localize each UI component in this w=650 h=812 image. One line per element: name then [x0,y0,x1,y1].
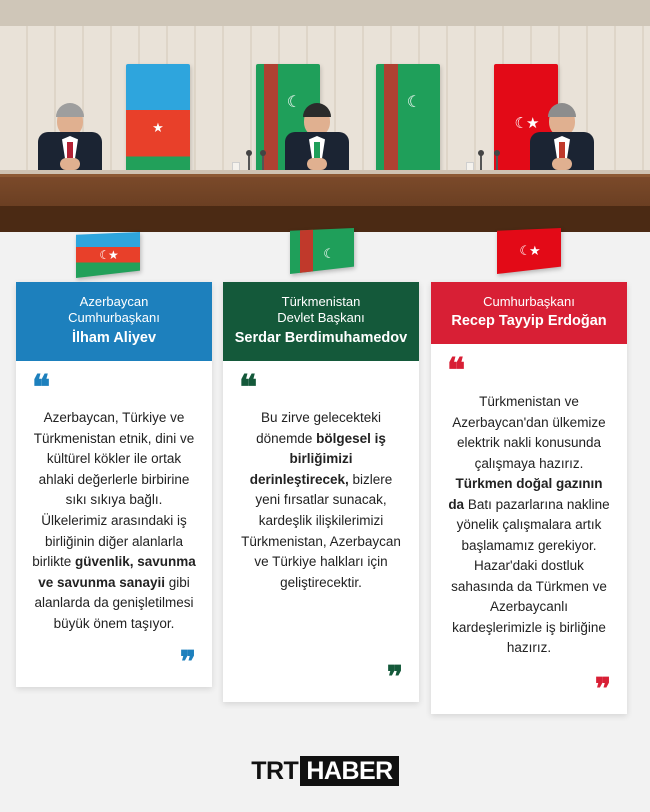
hair [56,103,84,117]
quote-close-icon: ❞ [386,661,403,694]
role-line-1: Cumhurbaşkanı [483,294,575,309]
quote-card-aliyev [16,282,212,687]
quote-open-icon: ❝ [239,368,258,407]
quote-open-icon: ❝ [447,352,466,391]
person-name: İlham Aliyev [71,329,157,346]
turkey-flag-badge-icon [497,228,561,274]
quote-close-icon: ❞ [179,646,196,679]
role-line-1: Türkmenistan [281,294,361,309]
quote-text: Türkmenistan ve Azerbaycan'dan ülkemize elektrik nakli konusunda çalışmaya hazırız. Türkmen doğal gazının da Batı pazarlarına nakline yönelik çalışmalara artık başlamamız gerekiyor. Hazar'daki dostluk sahasında da Türkmen ve Azerbaycanlı kardeşlerimizle iş birliğine hazırız. [448,394,610,656]
quote-text: Azerbaycan, Türkiye ve Türkmenistan etnik, dini ve kültürel kökler ile ortak ahlaki değerlerle birbirine sıkı sıkıya bağlı. Ülkelerimiz arasındaki iş birliğinin diğer alanlarla birlikte güvenlik, savunma ve savunma sanayii gibi alanlarda da genişletilmesi büyük önem taşıyor. [32,410,196,631]
quote-card-erdogan [431,282,627,714]
azerbaijan-flag-badge-icon [76,232,140,278]
quote-open-icon: ❝ [32,368,51,407]
card-header-aliyev [16,282,212,361]
logo-haber: HABER [300,756,398,786]
person-name: Recep Tayyip Erdoğan [451,313,607,330]
hair [548,103,576,117]
person-name: Serdar Berdimuhamedov [234,329,408,346]
hair [303,103,331,117]
card-header-erdogan [431,282,627,344]
footer [0,757,650,786]
role-line-1: Azerbaycan [79,294,149,309]
role-line-2: Devlet Başkanı [277,310,365,326]
quote-text: Bu zirve gelecekteki dönemde bölgesel iş birliğimizi derinleştirecek, bizlere yeni fırsatlar sunacak, kardeşlik ilişkilerimizi Türkmenistan, Azerbaycan ve Türkiye halkları için geliştirecektir. [241,410,401,590]
logo-trt: TRT [251,757,299,785]
conference-table [0,174,650,232]
hands [552,158,572,170]
turkmenistan-flag-badge-icon [290,228,354,274]
quote-close-icon: ❞ [594,673,611,706]
quote-card-berdimuhamedov [223,282,419,702]
hands [307,158,327,170]
card-header-berdimuhamedov [223,282,419,361]
hands [60,158,80,170]
quote-cards [0,282,650,722]
wall-top-trim [0,0,650,26]
flag-badge-row [0,228,650,284]
role-line-2: Cumhurbaşkanı [68,310,160,326]
trt-haber-logo [251,757,399,786]
press-conference-photo [0,0,650,232]
